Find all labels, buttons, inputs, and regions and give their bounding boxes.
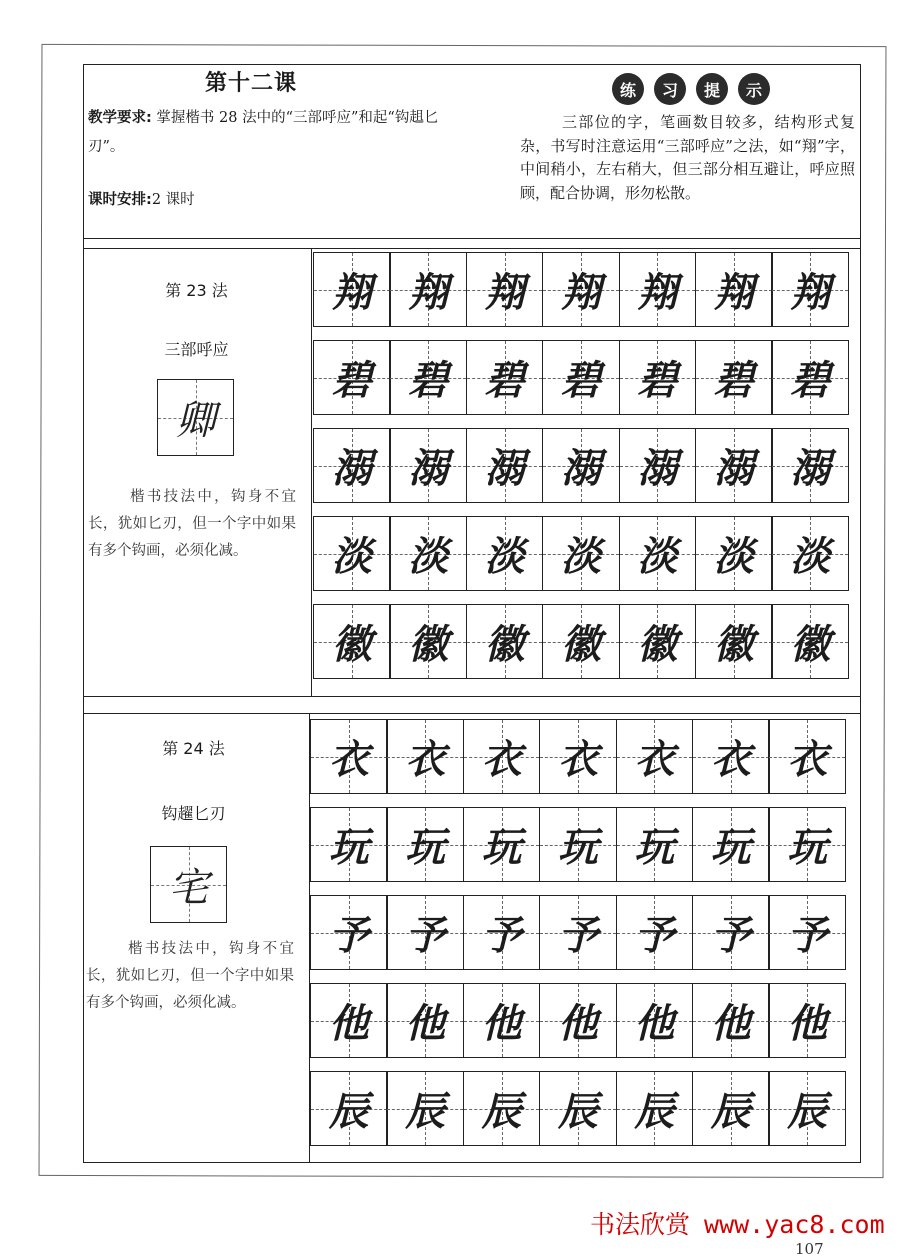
practice-grid-section-2 — [310, 719, 856, 1146]
practice-cell: 徽 — [389, 604, 467, 679]
practice-cell: 玩 — [768, 807, 846, 882]
practice-cell: 翔 — [313, 252, 391, 327]
practice-cell: 翔 — [771, 252, 849, 327]
rule-number: 第 23 法 — [165, 281, 228, 300]
rule-description: 楷书技法中，钩身不宜长，犹如匕刃，但一个字中如果有多个钩画，必须化减。 — [88, 489, 296, 559]
practice-cell: 衣 — [463, 719, 541, 794]
practice-cell: 玩 — [386, 807, 464, 882]
practice-cell: 辰 — [768, 1071, 846, 1146]
practice-cell: 他 — [768, 983, 846, 1058]
practice-cell: 淡 — [619, 516, 697, 591]
practice-cell: 玩 — [616, 807, 694, 882]
rule-number: 第 24 法 — [162, 739, 225, 758]
practice-cell: 徽 — [619, 604, 697, 679]
practice-cell: 辰 — [386, 1071, 464, 1146]
practice-cell: 碧 — [313, 340, 391, 415]
practice-cell: 予 — [539, 895, 617, 970]
practice-cell: 碧 — [695, 340, 773, 415]
practice-cell: 他 — [692, 983, 770, 1058]
practice-cell: 予 — [768, 895, 846, 970]
practice-cell: 辰 — [463, 1071, 541, 1146]
practice-cell: 溺 — [466, 428, 544, 503]
practice-cell: 徽 — [695, 604, 773, 679]
practice-row — [313, 340, 859, 415]
tip-heading-char: 练 — [612, 73, 644, 105]
tip-heading-char: 习 — [654, 73, 686, 105]
schedule-value: 2 课时 — [151, 192, 195, 208]
practice-cell: 溺 — [619, 428, 697, 503]
practice-cell: 溺 — [389, 428, 467, 503]
tip-heading-char: 提 — [696, 73, 728, 105]
practice-cell: 他 — [463, 983, 541, 1058]
practice-row — [310, 807, 856, 882]
practice-cell: 溺 — [313, 428, 391, 503]
section-divider — [83, 696, 861, 697]
rule-description: 楷书技法中，钩身不宜长，犹如匕刃，但一个字中如果有多个钩画，必须化减。 — [86, 941, 294, 1011]
practice-cell: 衣 — [539, 719, 617, 794]
practice-cell: 淡 — [466, 516, 544, 591]
practice-row — [310, 1071, 856, 1146]
header-divider — [83, 238, 861, 239]
practice-cell: 翔 — [466, 252, 544, 327]
practice-cell: 碧 — [619, 340, 697, 415]
practice-cell: 玩 — [463, 807, 541, 882]
practice-cell: 衣 — [386, 719, 464, 794]
practice-row — [310, 719, 856, 794]
practice-cell: 衣 — [692, 719, 770, 794]
practice-cell: 予 — [386, 895, 464, 970]
practice-row — [313, 428, 859, 503]
practice-cell: 徽 — [542, 604, 620, 679]
practice-cell: 他 — [539, 983, 617, 1058]
practice-cell: 予 — [463, 895, 541, 970]
lesson-title: 第十二课 — [205, 71, 298, 96]
practice-cell: 碧 — [466, 340, 544, 415]
practice-cell: 碧 — [389, 340, 467, 415]
practice-cell: 淡 — [695, 516, 773, 591]
practice-cell: 予 — [616, 895, 694, 970]
practice-cell: 翔 — [695, 252, 773, 327]
example-char: 卿 — [175, 398, 216, 444]
practice-cell: 玩 — [310, 807, 388, 882]
tip-heading-char: 示 — [738, 73, 770, 105]
practice-cell: 辰 — [692, 1071, 770, 1146]
example-char-box — [150, 846, 227, 923]
requirement-label: 教学要求: — [88, 110, 152, 126]
practice-cell: 徽 — [313, 604, 391, 679]
practice-cell: 衣 — [616, 719, 694, 794]
practice-cell: 辰 — [310, 1071, 388, 1146]
practice-cell: 徽 — [466, 604, 544, 679]
practice-cell: 予 — [310, 895, 388, 970]
header-divider-thin — [83, 248, 861, 249]
section-column-divider — [311, 248, 312, 696]
practice-cell: 碧 — [771, 340, 849, 415]
practice-row — [310, 895, 856, 970]
practice-cell: 淡 — [313, 516, 391, 591]
practice-cell: 辰 — [539, 1071, 617, 1146]
practice-cell: 溺 — [771, 428, 849, 503]
practice-cell: 予 — [692, 895, 770, 970]
practice-cell: 徽 — [771, 604, 849, 679]
class-schedule — [88, 188, 195, 209]
practice-cell: 溺 — [542, 428, 620, 503]
practice-cell: 衣 — [768, 719, 846, 794]
practice-cell: 溺 — [695, 428, 773, 503]
rule-name: 钩趯匕刃 — [161, 804, 226, 823]
page-number: 107 — [795, 1240, 824, 1258]
watermark-text: 书法欣赏 — [590, 1210, 691, 1239]
practice-tips-heading — [612, 73, 770, 105]
practice-cell: 翔 — [619, 252, 697, 327]
teaching-requirement — [88, 104, 458, 162]
site-watermark — [590, 1205, 885, 1241]
practice-row — [313, 604, 859, 679]
practice-row — [310, 983, 856, 1058]
practice-cell: 他 — [386, 983, 464, 1058]
practice-cell: 淡 — [771, 516, 849, 591]
example-char: 宅 — [168, 865, 209, 911]
practice-cell: 玩 — [692, 807, 770, 882]
example-char-box — [157, 379, 234, 456]
practice-cell: 翔 — [542, 252, 620, 327]
practice-cell: 衣 — [310, 719, 388, 794]
practice-row — [313, 252, 859, 327]
watermark-url: www.yac8.com — [704, 1210, 885, 1239]
requirement-text: 掌握楷书 28 法中的“三部呼应”和起“钩趄匕刃”。 — [88, 110, 439, 155]
section-divider — [83, 713, 861, 714]
practice-cell: 碧 — [542, 340, 620, 415]
practice-cell: 翔 — [389, 252, 467, 327]
practice-cell: 玩 — [539, 807, 617, 882]
practice-tips-text: 三部位的字，笔画数目较多，结构形式复杂，书写时注意运用“三部呼应”之法，如“翔”字，中间稍小，左右稍大，但三部分相互避让，呼应照顾，配合协调，形勿松散。 — [520, 113, 855, 202]
practice-cell: 淡 — [542, 516, 620, 591]
rule-name: 三部呼应 — [164, 340, 229, 359]
practice-cell: 淡 — [389, 516, 467, 591]
practice-cell: 他 — [616, 983, 694, 1058]
practice-grid-section-1 — [313, 252, 859, 679]
schedule-label: 课时安排: — [88, 192, 152, 208]
practice-cell: 他 — [310, 983, 388, 1058]
practice-cell: 辰 — [616, 1071, 694, 1146]
practice-row — [313, 516, 859, 591]
